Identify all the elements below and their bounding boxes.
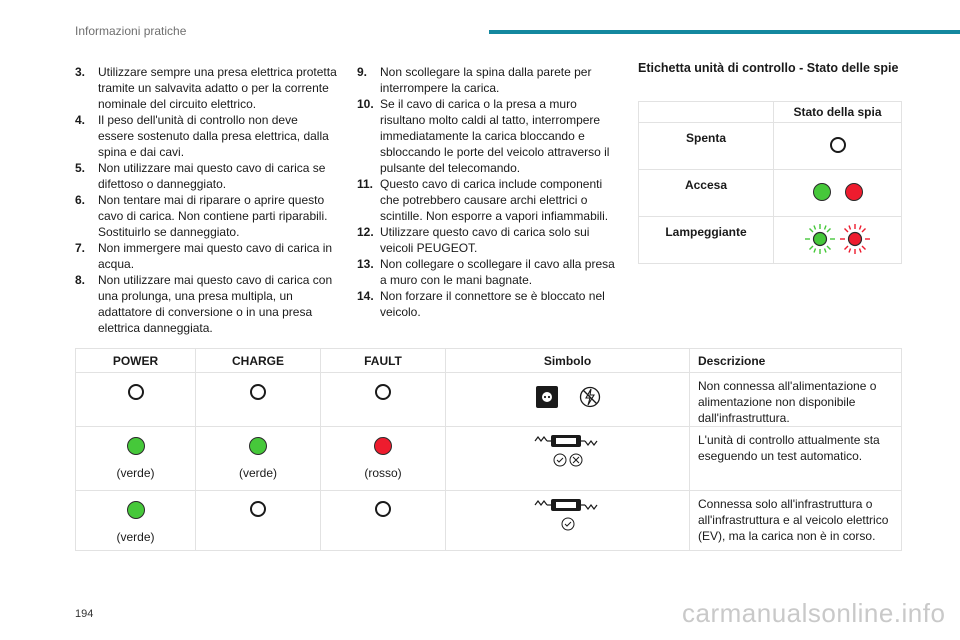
connected-symbol-icon bbox=[533, 497, 603, 533]
lamp-green-icon bbox=[127, 501, 145, 519]
charge-cell bbox=[196, 491, 321, 551]
lamp-green-icon bbox=[813, 183, 831, 201]
safety-list-left bbox=[75, 64, 337, 336]
lamp-off-icon bbox=[250, 501, 266, 517]
charge-cell bbox=[196, 373, 321, 427]
section-header: Informazioni pratiche bbox=[75, 24, 187, 38]
table-row bbox=[639, 217, 902, 264]
power-cell: (verde) bbox=[76, 491, 196, 551]
list-item: 14. Non forzare il connettore se è bloccato nel veicolo. bbox=[357, 289, 605, 319]
table-row bbox=[639, 170, 902, 217]
lamp-off-icon bbox=[128, 384, 144, 400]
lamp-flashing-icon bbox=[803, 222, 873, 256]
fault-cell bbox=[321, 373, 446, 427]
lamp-status-table bbox=[638, 101, 902, 264]
indicator-table bbox=[75, 348, 902, 551]
status-table-header: Stato della spia bbox=[774, 102, 902, 123]
status-table-title: Etichetta unità di controllo - Stato delle spie bbox=[638, 61, 899, 75]
table-row bbox=[76, 491, 902, 551]
list-item: 6. Non tentare mai di riparare o aprire questo cavo di carica. Non contiene parti riparabili. Sostituirlo se danneggiato. bbox=[75, 193, 328, 239]
status-table-corner bbox=[639, 102, 774, 123]
list-item: 8. Non utilizzare mai questo cavo di carica con una prolunga, una presa multipla, un adattatore di conversione o in una presa elettrica danneggiata. bbox=[75, 273, 333, 335]
lamp-green-icon bbox=[127, 437, 145, 455]
status-label-on: Accesa bbox=[639, 170, 774, 217]
col-header-fault: FAULT bbox=[321, 349, 446, 373]
charge-cell: (verde) bbox=[196, 427, 321, 491]
symbol-cell bbox=[446, 373, 690, 427]
symbol-cell bbox=[446, 491, 690, 551]
page-number: 194 bbox=[75, 608, 94, 620]
power-cell bbox=[76, 373, 196, 427]
no-power-symbol-icon bbox=[533, 382, 603, 412]
lamp-red-icon bbox=[845, 183, 863, 201]
list-item: 4. Il peso dell'unità di controllo non deve essere sostenuto dalla presa elettrica, dalla spina e dai cavi. bbox=[75, 113, 329, 159]
col-header-power: POWER bbox=[76, 349, 196, 373]
list-item: 12. Utilizzare questo cavo di carica solo sui veicoli PEUGEOT. bbox=[357, 225, 590, 255]
list-item: 11. Questo cavo di carica include componenti che potrebbero causare archi elettrici o scintille. Non esporre a vapori infiammabili. bbox=[357, 177, 609, 223]
col-header-charge: CHARGE bbox=[196, 349, 321, 373]
list-item: 5. Non utilizzare mai questo cavo di carica se difettoso o danneggiato. bbox=[75, 161, 326, 191]
list-item: 7. Non immergere mai questo cavo di carica in acqua. bbox=[75, 241, 333, 271]
status-icon-cell bbox=[774, 123, 902, 170]
lamp-off-icon bbox=[375, 501, 391, 517]
col-header-description: Descrizione bbox=[690, 349, 902, 373]
description-cell: Non connessa all'alimentazione o alimentazione non disponibile dall'infrastruttura. bbox=[690, 373, 902, 427]
lamp-green-icon bbox=[249, 437, 267, 455]
status-label-off: Spenta bbox=[639, 123, 774, 170]
power-cell: (verde) bbox=[76, 427, 196, 491]
status-icon-cell bbox=[774, 170, 902, 217]
lamp-red-icon bbox=[374, 437, 392, 455]
safety-list-middle bbox=[357, 64, 619, 320]
symbol-cell bbox=[446, 427, 690, 491]
status-label-flashing: Lampeggiante bbox=[639, 217, 774, 264]
table-row bbox=[639, 123, 902, 170]
header-accent-bar bbox=[489, 30, 960, 34]
fault-cell bbox=[321, 491, 446, 551]
description-cell: Connessa solo all'infrastruttura o all'infrastruttura e al veicolo elettrico (EV), ma la carica non è in corso. bbox=[690, 491, 902, 551]
description-cell: L'unità di controllo attualmente sta eseguendo un test automatico. bbox=[690, 427, 902, 491]
status-icon-cell bbox=[774, 217, 902, 264]
col-header-symbol: Simbolo bbox=[446, 349, 690, 373]
list-item: 9. Non scollegare la spina dalla parete per interrompere la carica. bbox=[357, 65, 592, 95]
list-item: 3. Utilizzare sempre una presa elettrica protetta tramite un salvavita adatto o per la corrente nominale del circuito elettrico. bbox=[75, 65, 337, 111]
watermark: carmanualsonline.info bbox=[682, 598, 946, 628]
lamp-off-icon bbox=[830, 137, 846, 153]
self-test-symbol-icon bbox=[533, 433, 603, 469]
table-row bbox=[76, 427, 902, 491]
list-item: 13. Non collegare o scollegare il cavo alla presa a muro con le mani bagnate. bbox=[357, 257, 615, 287]
fault-cell: (rosso) bbox=[321, 427, 446, 491]
table-row bbox=[76, 373, 902, 427]
lamp-off-icon bbox=[375, 384, 391, 400]
lamp-off-icon bbox=[250, 384, 266, 400]
list-item: 10. Se il cavo di carica o la presa a muro risultano molto caldi al tatto, interrompere immediatamente la carica bloccando e sbloccando le porte del veicolo attraverso il pulsante del telecomando. bbox=[357, 97, 610, 175]
